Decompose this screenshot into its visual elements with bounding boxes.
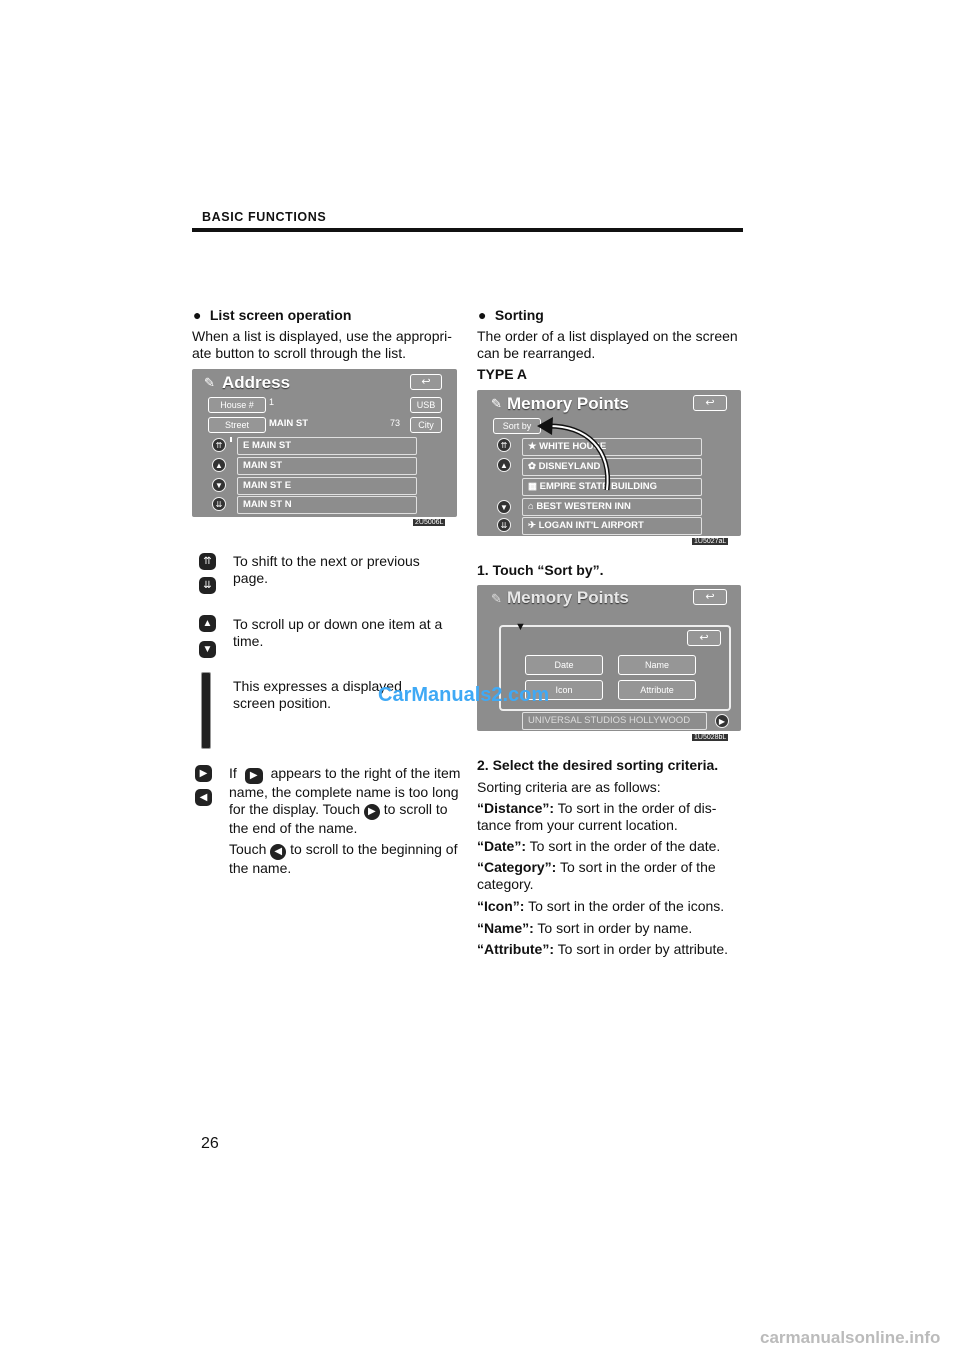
- house-button[interactable]: House #: [208, 397, 266, 413]
- position-bar-desc: This expresses a displayed screen position.: [233, 678, 402, 711]
- criteria-intro: Sorting criteria are as follows:: [477, 779, 661, 795]
- usb-button[interactable]: USB: [410, 397, 442, 413]
- image-code: 1U5028bL: [694, 734, 727, 741]
- row-label: EMPIRE STATE BUILDING: [539, 481, 657, 492]
- scroll-left-icon: ◀: [270, 844, 286, 860]
- criteria-text: To sort in the order of the icons.: [524, 898, 725, 914]
- address-screen: [192, 369, 457, 517]
- list-item[interactable]: UNIVERSAL STUDIOS HOLLYWOOD: [522, 712, 707, 730]
- list-intro: When a list is displayed, use the appropri-ate button to scroll through the list.: [192, 328, 452, 361]
- criteria-text: To sort in the order of the date.: [526, 838, 721, 854]
- street-button[interactable]: Street: [208, 417, 266, 433]
- scroll-left-icon: ◀: [195, 789, 212, 806]
- criteria-term: “Name”:: [477, 920, 534, 936]
- item-up-icon: ▲: [199, 615, 216, 632]
- sort-by-button[interactable]: Sort by: [493, 418, 541, 434]
- page-up-icon: ⇈: [199, 553, 216, 570]
- item-up-icon[interactable]: ▲: [497, 458, 511, 472]
- criteria-category: [477, 859, 743, 893]
- bullet-icon: ●: [193, 307, 206, 323]
- desc-text: to scroll to the end of the name.: [229, 801, 448, 836]
- criteria-distance: [477, 800, 743, 834]
- criteria-term: “Distance”:: [477, 800, 555, 816]
- scroll-right-desc: [229, 765, 461, 837]
- city-button[interactable]: City: [410, 417, 442, 433]
- house-value: 1: [269, 397, 275, 407]
- list-item[interactable]: MAIN ST: [237, 457, 417, 475]
- back-icon[interactable]: ↩: [693, 395, 727, 411]
- watermark: CarManuals2.com: [378, 684, 550, 706]
- sort-popup-screen: [477, 585, 741, 731]
- dialog-back-icon[interactable]: ↩: [687, 630, 721, 646]
- step-2: 2. Select the desired sorting criteria.: [477, 757, 719, 773]
- arrow-icon: [477, 390, 741, 536]
- page-down-icon[interactable]: ⇊: [497, 518, 511, 532]
- page-shift-desc: To shift to the next or previous page.: [233, 553, 420, 586]
- pen-icon: ✎: [491, 396, 502, 411]
- date-option[interactable]: Date: [525, 655, 603, 675]
- address-title: Address: [222, 373, 291, 392]
- scroll-right-icon: ▶: [364, 804, 380, 820]
- back-icon[interactable]: ↩: [410, 374, 442, 390]
- section-header: BASIC FUNCTIONS: [202, 210, 327, 224]
- desc-text: If: [229, 765, 237, 781]
- item-down-icon[interactable]: ▼: [212, 478, 226, 492]
- list-item[interactable]: ✈ LOGAN INT'L AIRPORT: [522, 517, 702, 535]
- sorting-intro: The order of a list displayed on the screen can be rearranged.: [477, 328, 738, 361]
- type-label: TYPE A: [477, 366, 528, 382]
- criteria-term: “Date”:: [477, 838, 527, 854]
- name-option[interactable]: Name: [618, 655, 696, 675]
- result-count: 73: [390, 418, 401, 428]
- item-scroll-desc: To scroll up or down one item at a time.: [233, 616, 443, 649]
- item-up-icon[interactable]: ▲: [212, 458, 226, 472]
- image-code: 2U5006L: [415, 519, 444, 526]
- header-rule: [192, 228, 743, 232]
- scroll-right-icon: ▶: [195, 765, 212, 782]
- page-up-icon[interactable]: ⇈: [212, 438, 226, 452]
- desc-text: Touch: [229, 841, 267, 857]
- criteria-name: [477, 920, 743, 937]
- attribute-option[interactable]: Attribute: [618, 680, 696, 700]
- memory-points-title: Memory Points: [507, 588, 629, 607]
- desc-text: appears to the right of the item name, the complete name is too long for the display. Touch: [229, 765, 461, 817]
- item-down-icon: ▼: [199, 641, 216, 658]
- criteria-text: To sort in order by name.: [533, 920, 693, 936]
- criteria-text: To sort in the order of dis-tance from your current location.: [477, 800, 717, 833]
- pen-icon: ✎: [204, 375, 215, 390]
- footer-mark: carmanualsonline.info: [760, 1328, 941, 1347]
- list-item[interactable]: ★ WHITE HOUSE: [522, 438, 702, 456]
- criteria-text: To sort in the order of the category.: [477, 859, 716, 892]
- criteria-icon: [477, 898, 743, 915]
- list-title: List screen operation: [209, 307, 352, 323]
- list-item[interactable]: ✿ DISNEYLAND: [522, 458, 702, 476]
- bullet-icon: ●: [478, 307, 491, 323]
- sorting-heading: [478, 307, 743, 325]
- image-code: 1U5027aL: [694, 538, 727, 545]
- step-1: 1. Touch “Sort by”.: [477, 562, 604, 578]
- scroll-right-icon: ▶: [245, 768, 263, 784]
- scroll-right-icon[interactable]: ▶: [715, 714, 729, 728]
- criteria-term: “Icon”:: [477, 898, 525, 914]
- row-label: BEST WESTERN INN: [536, 501, 631, 512]
- list-screen-heading: [193, 307, 458, 325]
- row-label: LOGAN INT'L AIRPORT: [538, 520, 644, 531]
- list-item[interactable]: ▦ EMPIRE STATE BUILDING: [522, 478, 702, 496]
- page-up-icon[interactable]: ⇈: [497, 438, 511, 452]
- row-label: WHITE HOUSE: [539, 441, 607, 452]
- memory-points-title: Memory Points: [507, 394, 629, 413]
- list-item[interactable]: MAIN ST N: [237, 496, 417, 514]
- row-label: DISNEYLAND: [538, 461, 601, 472]
- pointer-icon: ▼: [515, 621, 526, 633]
- criteria-attribute: [477, 941, 743, 958]
- page-down-icon: ⇊: [199, 577, 216, 594]
- criteria-text: To sort in order by attribute.: [554, 941, 729, 957]
- pen-icon: ✎: [491, 591, 502, 606]
- criteria-term: “Attribute”:: [477, 941, 554, 957]
- position-bar-icon: [201, 672, 211, 749]
- criteria-date: [477, 838, 743, 855]
- list-item[interactable]: MAIN ST E: [237, 477, 417, 495]
- page-number: 26: [201, 1135, 219, 1152]
- list-item[interactable]: E MAIN ST: [237, 437, 417, 455]
- page-down-icon[interactable]: ⇊: [212, 497, 226, 511]
- scroll-left-desc: [229, 841, 461, 877]
- street-value: MAIN ST: [269, 418, 309, 429]
- item-down-icon[interactable]: ▼: [497, 500, 511, 514]
- sorting-title: Sorting: [494, 307, 544, 323]
- scroll-position-bar: [230, 437, 232, 442]
- back-icon[interactable]: ↩: [693, 589, 727, 605]
- icon-option[interactable]: Icon: [525, 680, 603, 700]
- desc-text: to scroll to the beginning of the name.: [229, 841, 458, 876]
- criteria-term: “Category”:: [477, 859, 557, 875]
- list-item[interactable]: ⌂ BEST WESTERN INN: [522, 498, 702, 516]
- memory-points-screen: [477, 390, 741, 536]
